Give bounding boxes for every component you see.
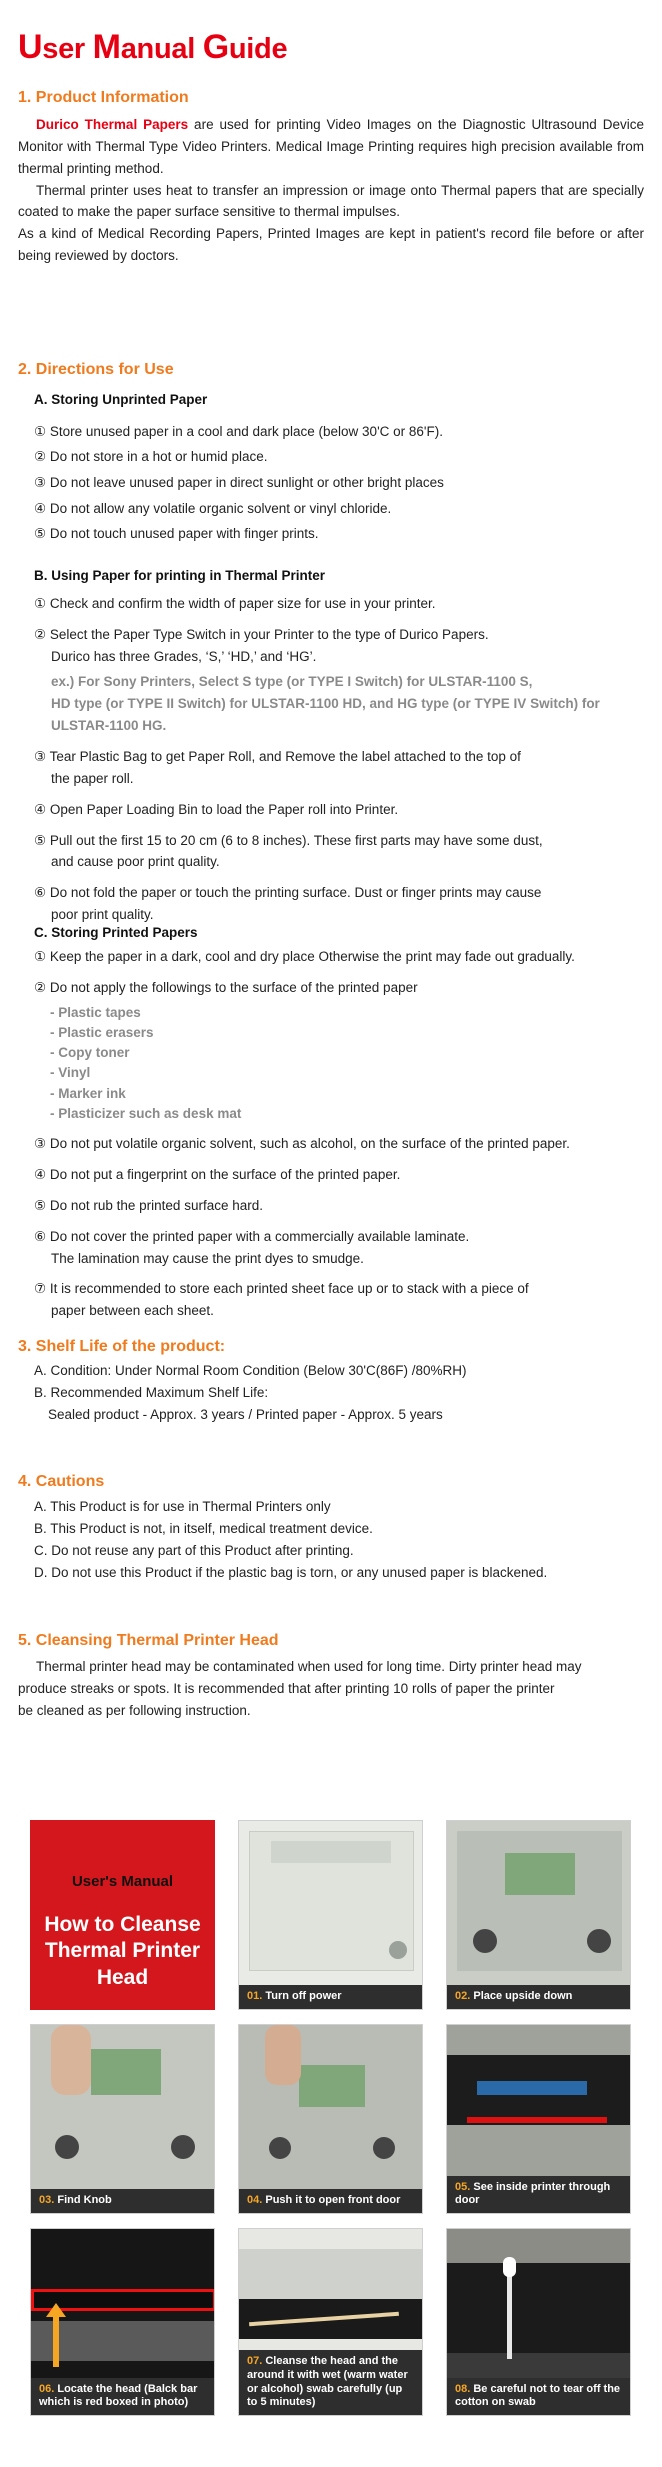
section-1-heading: 1. Product Information	[18, 89, 189, 106]
printed-item-cont: paper between each sheet.	[51, 1303, 214, 1319]
using-item-cont: and cause poor print quality.	[51, 854, 220, 870]
circuit-board-icon	[299, 2065, 365, 2107]
storing-printed-title: C. Storing Printed Papers	[34, 925, 198, 940]
printed-item-cont: The lamination may cause the print dyes to smudge.	[51, 1250, 364, 1266]
forbidden-material: - Plasticizer such as desk mat	[50, 1105, 242, 1121]
circuit-board-icon	[505, 1853, 575, 1895]
cotton-swab-icon	[507, 2269, 512, 2359]
forbidden-material: - Vinyl	[50, 1065, 91, 1081]
forbidden-material: - Plastic erasers	[50, 1024, 154, 1040]
using-item-cont: Durico has three Grades, ‘S,’ ‘HD,’ and ‘HG’.	[51, 648, 317, 664]
using-item-cont: poor print quality.	[51, 907, 154, 923]
section-3-heading: 3. Shelf Life of the product:	[18, 1338, 226, 1355]
printed-item: ③ Do not put volatile organic solvent, such as alcohol, on the surface of the printed paper.	[34, 1136, 570, 1152]
forbidden-materials-list	[34, 1003, 644, 1125]
product-info-paragraph-3: As a kind of Medical Recording Papers, Printed Images are kept in patient's record file before or after being reviewed by doctors.	[18, 226, 644, 264]
caution-item: B. This Product is not, in itself, medical treatment device.	[34, 1520, 373, 1536]
forbidden-material: - Copy toner	[50, 1045, 130, 1061]
step-05-tile	[446, 2024, 631, 2214]
step-03-tile	[30, 2024, 215, 2214]
shelf-life-max: B. Recommended Maximum Shelf Life:	[34, 1384, 269, 1400]
step-06-tile	[30, 2228, 215, 2416]
printed-item: ⑤ Do not rub the printed surface hard.	[34, 1197, 263, 1213]
printed-item: ② Do not apply the followings to the surface of the printed paper	[34, 979, 418, 995]
arrow-up-icon	[53, 2313, 59, 2367]
printed-item: ④ Do not put a fingerprint on the surface of the printed paper.	[34, 1166, 401, 1182]
manual-title: How to Cleanse Thermal Printer Head	[44, 1913, 201, 1989]
using-paper-title: B. Using Paper for printing in Thermal Printer	[34, 568, 326, 583]
step-caption: 03. Find Knob	[31, 2189, 214, 2213]
section-4-heading: 4. Cautions	[18, 1473, 105, 1490]
using-item: ② Select the Paper Type Switch in your Printer to the type of Durico Papers.	[34, 626, 489, 642]
manual-cover-tile	[30, 1820, 215, 2010]
circuit-board-icon	[91, 2049, 161, 2095]
section-5-heading: 5. Cleansing Thermal Printer Head	[18, 1632, 279, 1649]
using-item: ⑤ Pull out the first 15 to 20 cm (6 to 8 inches). These first parts may have some dust,	[34, 832, 543, 848]
power-knob-icon	[389, 1941, 407, 1959]
hand-icon	[51, 2025, 91, 2095]
printed-item: ⑦ It is recommended to store each printed sheet face up or to stack with a piece of	[34, 1281, 529, 1297]
step-04-tile	[238, 2024, 423, 2214]
unprinted-item: ② Do not store in a hot or humid place.	[34, 449, 268, 465]
step-caption: 06. Locate the head (Balck bar which is red boxed in photo)	[31, 2378, 214, 2416]
step-caption: 07. Cleanse the head and the around it with wet (warm water or alcohol) swab carefully (up to 5 minutes)	[239, 2350, 422, 2415]
using-item-cont: the paper roll.	[51, 770, 134, 786]
step-caption: 01. Turn off power	[239, 1985, 422, 2009]
storing-unprinted-title: A. Storing Unprinted Paper	[34, 392, 208, 407]
step-caption: 04. Push it to open front door	[239, 2189, 422, 2213]
shelf-life-condition: A. Condition: Under Normal Room Condition (Below 30'C(86F) /80%RH)	[34, 1363, 467, 1378]
manual-label: User's Manual	[71, 1873, 174, 1890]
forbidden-material: - Marker ink	[50, 1085, 126, 1101]
shelf-life-values: Sealed product - Approx. 3 years / Printed paper - Approx. 5 years	[48, 1406, 443, 1422]
unprinted-item: ④ Do not allow any volatile organic solvent or vinyl chloride.	[34, 500, 392, 516]
page-title: User Manual Guide	[18, 28, 288, 66]
section-1-body	[18, 114, 644, 267]
step-02-tile	[446, 1820, 631, 2010]
cleansing-intro: Thermal printer head may be contaminated when used for long time. Dirty printer head may produce streaks or spots. It is recommended that after printing 10 rolls of paper the printer be cleaned as per following instruction.	[18, 1659, 582, 1718]
shelf-life-section	[34, 1360, 660, 1426]
section-2-heading: 2. Directions for Use	[18, 361, 174, 378]
step-01-tile	[238, 1820, 423, 2010]
storing-unprinted-section	[34, 387, 644, 547]
using-item: ③ Tear Plastic Bag to get Paper Roll, and Remove the label attached to the top of	[34, 749, 521, 765]
sony-example: ex.) For Sony Printers, Select S type (or TYPE I Switch) for ULSTAR-1100 S, HD type (or TYPE II Switch) for ULSTAR-1100 HD, and HG type (or TYPE IV Switch) for ULSTAR-1100 HG.	[51, 674, 600, 734]
unprinted-item: ① Store unused paper in a cool and dark place (below 30'C or 86'F).	[34, 423, 443, 439]
product-info-paragraph-1: Durico Thermal Papers are used for printing Video Images on the Diagnostic Ultrasound Device Monitor with Thermal Type Video Printers. Medical Image Printing requires high precision available from thermal printing method.	[18, 117, 644, 176]
step-caption: 08. Be careful not to tear off the cotton on swab	[447, 2378, 630, 2416]
using-item: ① Check and confirm the width of paper size for use in your printer.	[34, 595, 436, 611]
hand-icon	[265, 2025, 301, 2085]
product-info-paragraph-2: Thermal printer uses heat to transfer an impression or image onto Thermal papers that are specially coated to make the paper surface sensitive to thermal impulses.	[18, 182, 644, 220]
step-caption: 05. See inside printer through door	[447, 2176, 630, 2214]
caution-item: D. Do not use this Product if the plastic bag is torn, or any unused paper is blackened.	[34, 1564, 548, 1580]
using-item: ⑥ Do not fold the paper or touch the printing surface. Dust or finger prints may cause	[34, 885, 542, 901]
step-07-tile	[238, 2228, 423, 2416]
printed-item: ① Keep the paper in a dark, cool and dry place Otherwise the print may fade out gradually.	[34, 948, 575, 964]
step-caption: 02. Place upside down	[447, 1985, 630, 2009]
caution-item: C. Do not reuse any part of this Product after printing.	[34, 1542, 354, 1558]
caution-item: A. This Product is for use in Thermal Printers only	[34, 1499, 331, 1514]
step-08-tile	[446, 2228, 631, 2416]
cautions-section	[34, 1496, 660, 1583]
unprinted-item: ⑤ Do not touch unused paper with finger prints.	[34, 526, 319, 542]
using-item: ④ Open Paper Loading Bin to load the Paper roll into Printer.	[34, 801, 399, 817]
printed-item: ⑥ Do not cover the printed paper with a commercially available laminate.	[34, 1228, 470, 1244]
forbidden-material: - Plastic tapes	[50, 1004, 141, 1020]
storing-printed-section	[34, 922, 644, 1322]
unprinted-item: ③ Do not leave unused paper in direct sunlight or other bright places	[34, 474, 444, 490]
using-paper-section	[34, 565, 644, 926]
